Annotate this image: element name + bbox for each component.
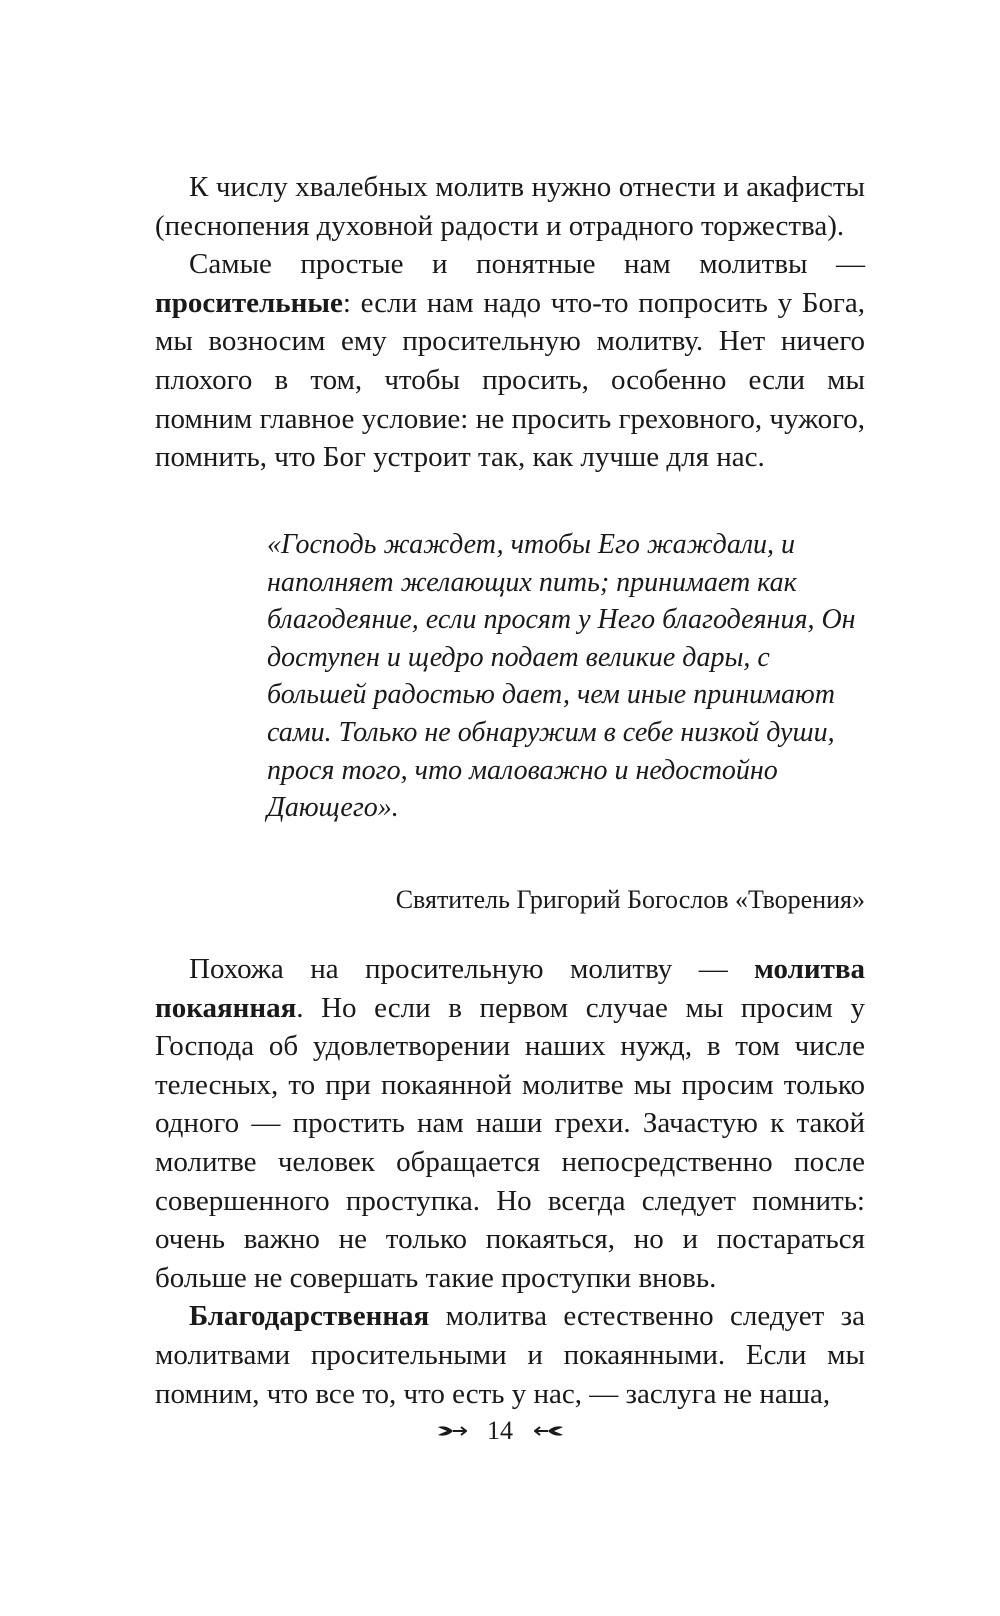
paragraph-repentance-lead: Похожа на просительную молитву — [189, 953, 755, 985]
quotation-text: «Господь жаждет, чтобы Его жаждали, и наполняет желающих пить; принимает как благодеяние, если просят у Него благодеяния, Он доступен и щедро подает великие дары, с большей радостью дает, чем иные принимают сами. Только не обнаружим в себе низкой души, прося того, что маловажно и недостойно Дающего». [267, 529, 856, 824]
page-footer [0, 1412, 1000, 1448]
paragraph-repentance [155, 950, 865, 1297]
quotation-attribution: Святитель Григорий Богослов «Творения» [395, 885, 865, 914]
paragraph-petition [155, 245, 865, 477]
paragraph-gratitude-rest: молитва естественно следует за молитвами просительными и покаянными. Если мы помним, что все то, что есть у нас, — заслуга не наша, [155, 1300, 865, 1410]
term-petition: просительные [155, 286, 343, 319]
ornament-right-icon [534, 1424, 564, 1438]
ornament-left-icon [437, 1424, 467, 1438]
term-gratitude: Благодарственная [189, 1300, 430, 1333]
page-number: 14 [487, 1416, 513, 1446]
text-block-bottom [155, 950, 865, 1413]
paragraph-repentance-rest: . Но если в первом случае мы просим у Господа об удовлетворении наших нужд, в том числе телесных, то при покаянной молитве мы просим только одного — простить нам наши грехи. Зачастую к такой молитве человек обращается непосредственно после совершенного проступка. Но всегда следует помнить: очень важно не только покаяться, но и постараться больше не совершать такие проступки вновь. [155, 991, 865, 1294]
term-repentance: молитва покаянная [155, 953, 865, 1024]
text-block-top [155, 168, 865, 477]
quotation [267, 526, 867, 827]
paragraph-akathists: К числу хвалебных молитв нужно отнести и акафисты (песнопения духовной радости и отрадного торжества). [155, 171, 865, 242]
paragraph-petition-rest: : если нам надо что-то попросить у Бога, мы возносим ему просительную молитву. Нет ничего плохого в том, чтобы просить, особенно если мы помним главное условие: не просить греховного, чужого, помнить, что Бог устроит так, как лучше для нас. [155, 286, 865, 474]
paragraph-petition-lead: Самые простые и понятные нам молитвы — [189, 248, 865, 281]
paragraph-gratitude [155, 1297, 865, 1413]
